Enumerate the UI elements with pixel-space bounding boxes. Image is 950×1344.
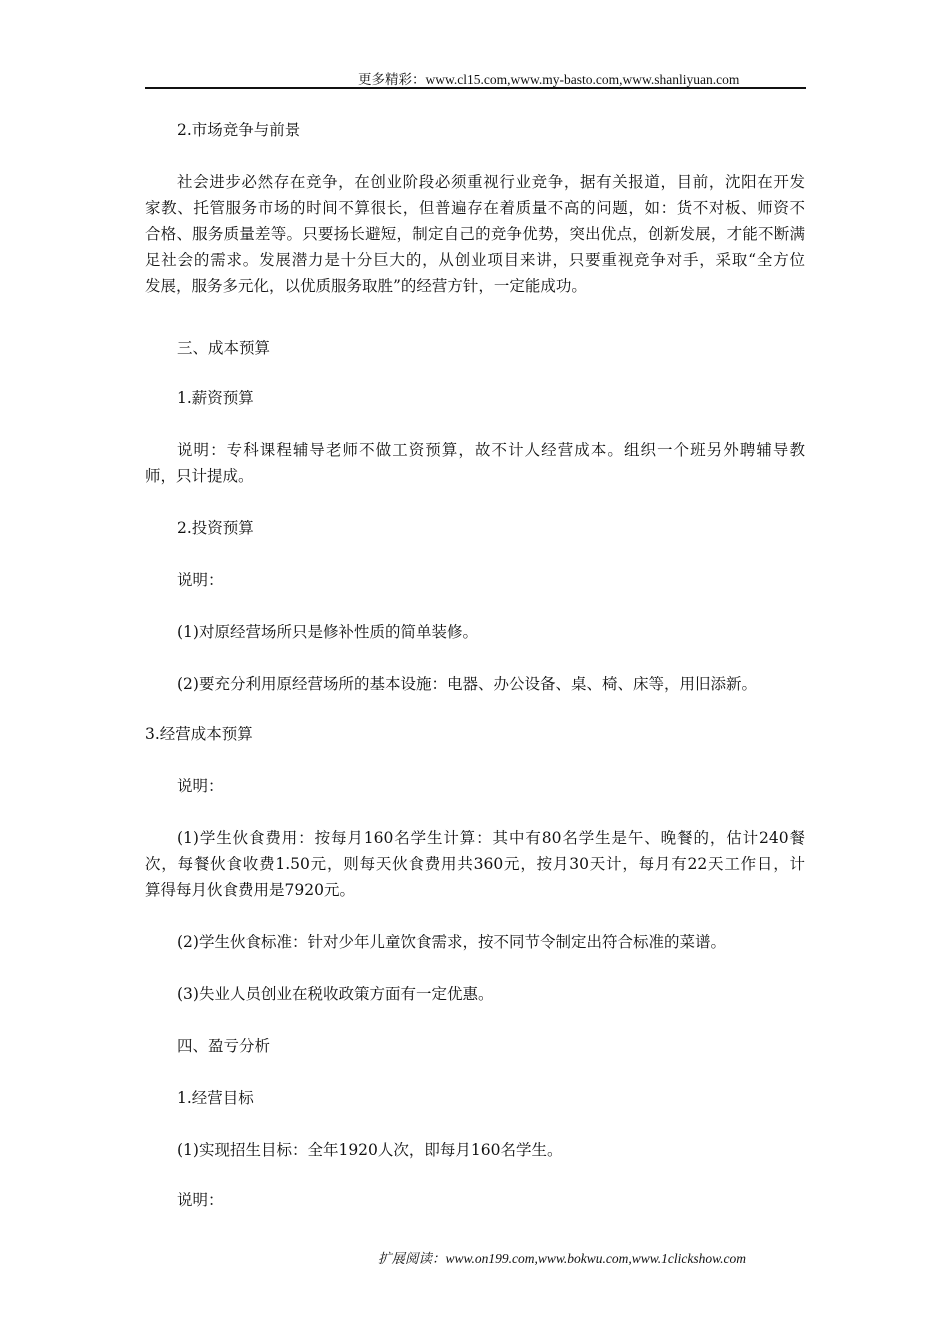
text-line: 师，只计提成。: [145, 467, 254, 485]
page-footer-links: 扩展阅读：www.on199.com,www.bokwu.com,www.1clickshow.com: [378, 1251, 746, 1266]
paragraph: [145, 1137, 805, 1163]
text-line: 说明：专科课程辅导老师不做工资预算，故不计人经营成本。组织一个班另外聘辅导教: [177, 441, 805, 459]
text-line: 家教、托管服务市场的时间不算很长，但普遍存在着质量不高的问题，如：货不对板、师资不: [145, 199, 805, 217]
paragraph: [145, 981, 805, 1007]
text-line: (1)学生伙食费用：按每月160名学生计算：其中有80名学生是午、晚餐的，估计240餐: [177, 829, 805, 847]
text-line: 次，每餐伙食收费1.50元，则每天伙食费用共360元，按月30天计，每月有22天工作日，计: [145, 855, 805, 873]
paragraph: [145, 169, 805, 299]
text-line: 社会进步必然存在竞争，在创业阶段必须重视行业竞争，据有关报道，目前，沈阳在开发: [177, 173, 805, 191]
paragraph: [145, 437, 805, 489]
text-line: 说明：: [177, 571, 224, 589]
paragraph: [145, 929, 805, 955]
header-rule: [145, 87, 806, 89]
paragraph: [145, 515, 805, 541]
text-line: 发展，服务多元化，以优质服务取胜”的经营方针，一定能成功。: [145, 277, 587, 295]
paragraph: [145, 825, 805, 903]
text-line: 说明：: [177, 1191, 224, 1209]
text-line: (1)实现招生目标：全年1920人次，即每月160名学生。: [177, 1141, 563, 1159]
text-line: (1)对原经营场所只是修补性质的简单装修。: [177, 623, 478, 641]
paragraph: [145, 335, 805, 361]
text-line: (2)要充分利用原经营场所的基本设施：电器、办公设备、桌、椅、床等，用旧添新。: [177, 675, 757, 693]
text-line: 算得每月伙食费用是7920元。: [145, 881, 355, 899]
text-line: 1.经营目标: [177, 1089, 254, 1107]
paragraph: [145, 671, 805, 697]
paragraph: [145, 1085, 805, 1111]
text-line: (2)学生伙食标准：针对少年儿童饮食需求，按不同节令制定出符合标准的菜谱。: [177, 933, 726, 951]
paragraph: [145, 1187, 805, 1213]
paragraph: [145, 773, 805, 799]
paragraph: [145, 619, 805, 645]
paragraph: [145, 721, 805, 747]
text-line: 合格、服务质量差等。只要扬长避短，制定自己的竞争优势，突出优点，创新发展，才能不断满: [145, 225, 805, 243]
text-line: (3)失业人员创业在税收政策方面有一定优惠。: [177, 985, 494, 1003]
text-line: 四、盈亏分析: [177, 1037, 271, 1055]
paragraph: [145, 567, 805, 593]
text-line: 说明：: [177, 777, 224, 795]
paragraph: [145, 1033, 805, 1059]
text-line: 1.薪资预算: [177, 389, 254, 407]
text-line: 2.投资预算: [177, 519, 254, 537]
text-line: 2.市场竞争与前景: [177, 121, 301, 139]
paragraph: [145, 385, 805, 411]
text-line: 足社会的需求。发展潜力是十分巨大的，从创业项目来讲，只要重视竞争对手，采取“全方位: [145, 251, 805, 269]
page-header-links: 更多精彩：www.cl15.com,www.my-basto.com,www.shanliyuan.com: [358, 72, 740, 87]
text-line: 3.经营成本预算: [145, 725, 253, 743]
text-line: 三、成本预算: [177, 339, 271, 357]
paragraph: [145, 117, 805, 143]
